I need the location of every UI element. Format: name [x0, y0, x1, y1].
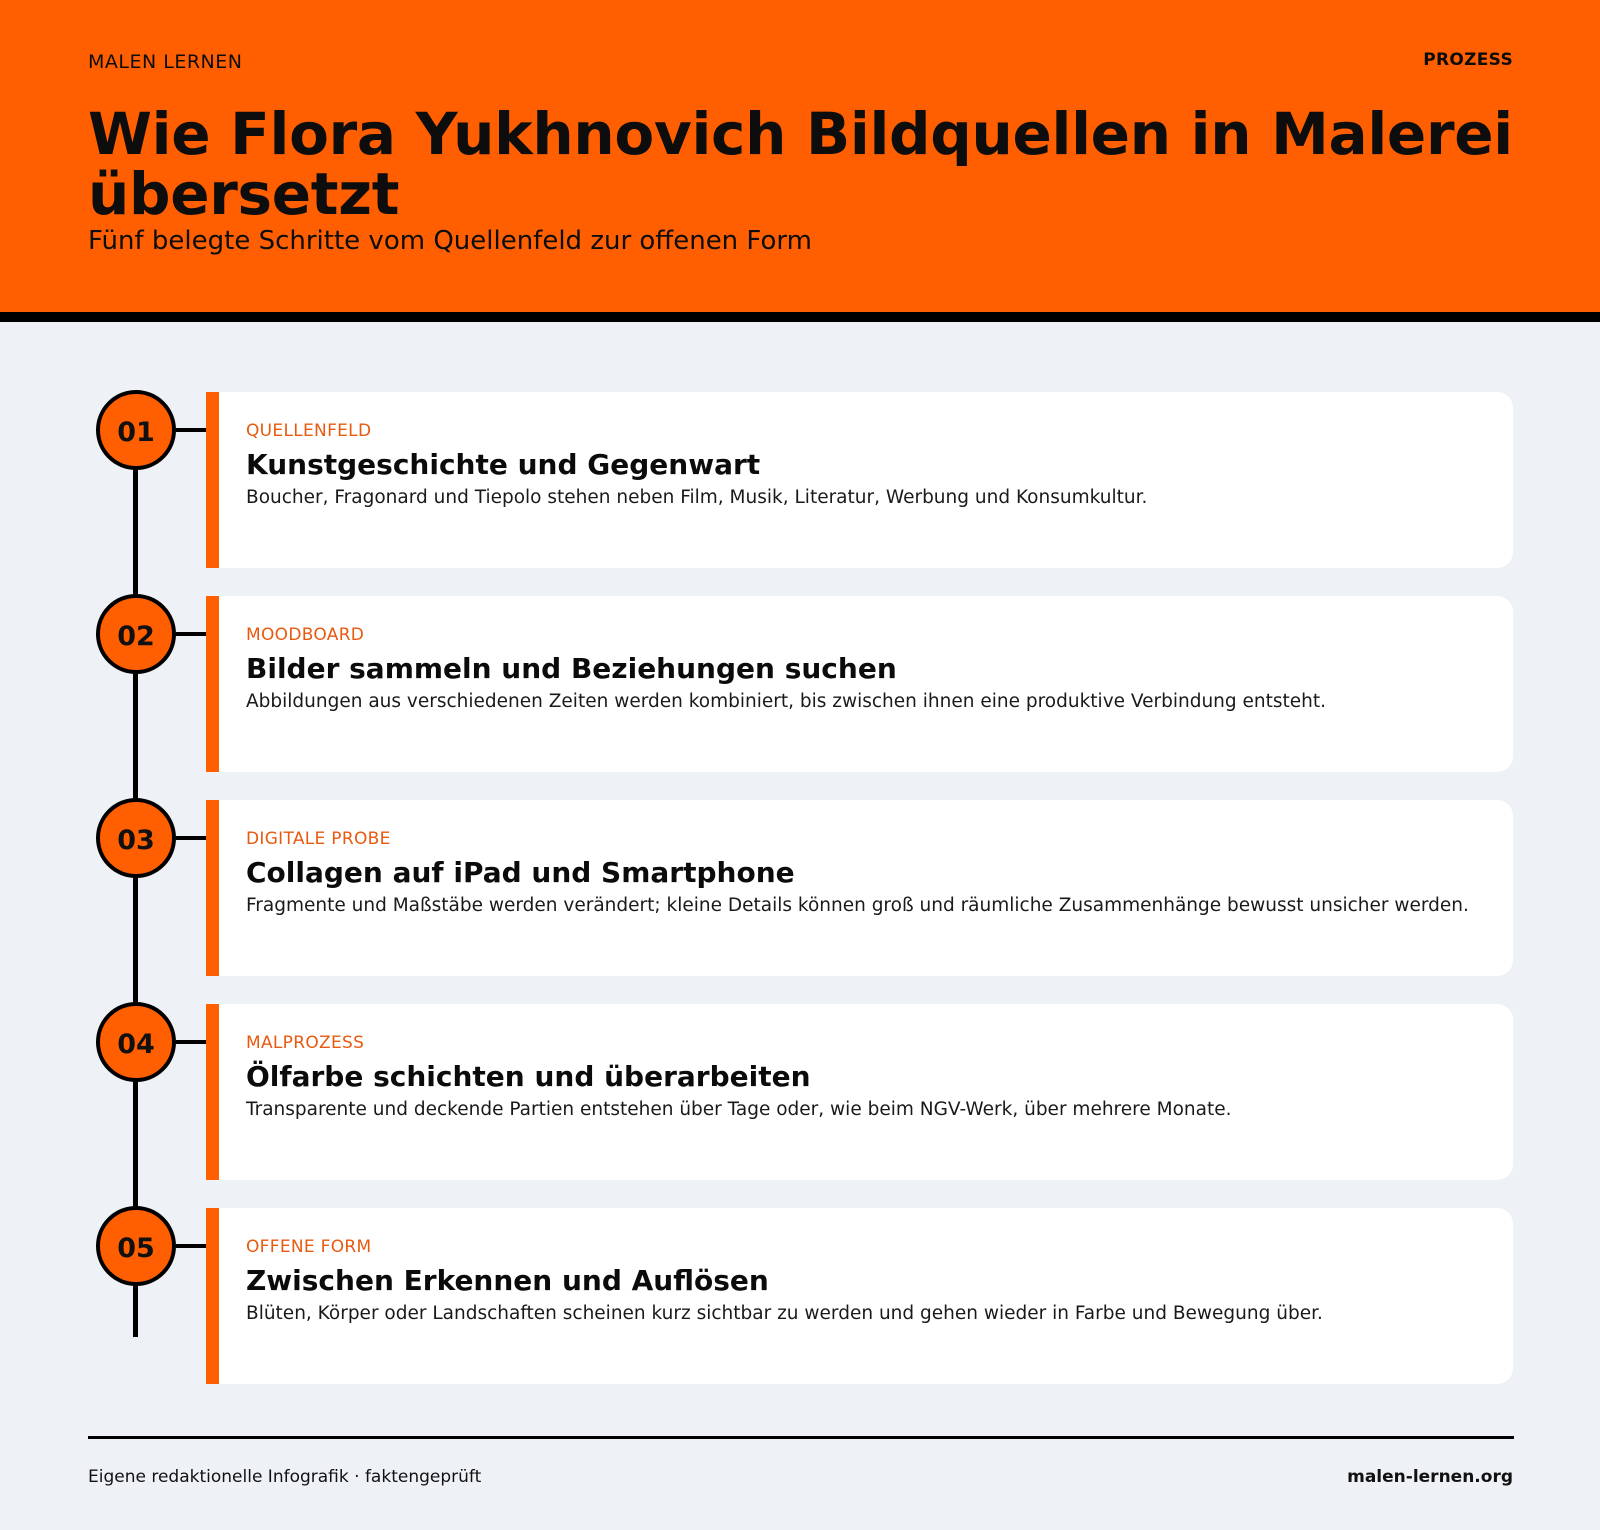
step-connector [176, 632, 206, 636]
step-number-badge: 05 [96, 1206, 176, 1286]
step-kicker: OFFENE FORM [246, 1237, 372, 1257]
step-title: Bilder sammeln und Beziehungen suchen [246, 652, 897, 685]
step-title: Collagen auf iPad und Smartphone [246, 856, 795, 889]
step-description: Blüten, Körper oder Landschaften scheinen kurz sichtbar zu werden und gehen wieder in Farbe und Bewegung über. [246, 1303, 1323, 1324]
step-kicker: QUELLENFELD [246, 421, 372, 441]
step-card [206, 392, 1513, 568]
step-card [206, 596, 1513, 772]
category-label: PROZESS [1423, 50, 1513, 70]
page-title: Wie Flora Yukhnovich Bildquellen in Malerei übersetzt [88, 100, 1513, 228]
step-description: Abbildungen aus verschiedenen Zeiten werden kombiniert, bis zwischen ihnen eine produktive Verbindung entsteht. [246, 691, 1327, 712]
brand-label: MALEN LERNEN [88, 51, 243, 73]
footer-divider [88, 1436, 1514, 1439]
timeline-line [133, 440, 138, 1337]
step-description: Fragmente und Maßstäbe werden verändert; kleine Details können groß und räumliche Zusammenhänge bewusst unsicher werden. [246, 895, 1469, 916]
step-kicker: MOODBOARD [246, 625, 365, 645]
header-banner [0, 0, 1600, 322]
step-number-badge: 03 [96, 798, 176, 878]
step-title: Kunstgeschichte und Gegenwart [246, 448, 761, 481]
step-connector [176, 428, 206, 432]
step-kicker: DIGITALE PROBE [246, 829, 391, 849]
step-kicker: MALPROZESS [246, 1033, 365, 1053]
footer-note: Eigene redaktionelle Infografik · faktengeprüft [88, 1467, 482, 1487]
step-description: Boucher, Fragonard und Tiepolo stehen neben Film, Musik, Literatur, Werbung und Konsumkultur. [246, 487, 1148, 508]
step-title: Ölfarbe schichten und überarbeiten [246, 1060, 811, 1093]
footer-site-link[interactable]: malen-lernen.org [1347, 1467, 1513, 1487]
step-number-badge: 04 [96, 1002, 176, 1082]
step-card [206, 800, 1513, 976]
step-description: Transparente und deckende Partien entstehen über Tage oder, wie beim NGV-Werk, über mehrere Monate. [246, 1099, 1232, 1120]
step-card [206, 1208, 1513, 1384]
step-number-badge: 02 [96, 594, 176, 674]
step-title: Zwischen Erkennen und Auflösen [246, 1264, 769, 1297]
step-connector [176, 836, 206, 840]
step-card [206, 1004, 1513, 1180]
step-number-badge: 01 [96, 390, 176, 470]
page-subtitle: Fünf belegte Schritte vom Quellenfeld zur offenen Form [88, 226, 812, 256]
step-connector [176, 1040, 206, 1044]
step-connector [176, 1244, 206, 1248]
